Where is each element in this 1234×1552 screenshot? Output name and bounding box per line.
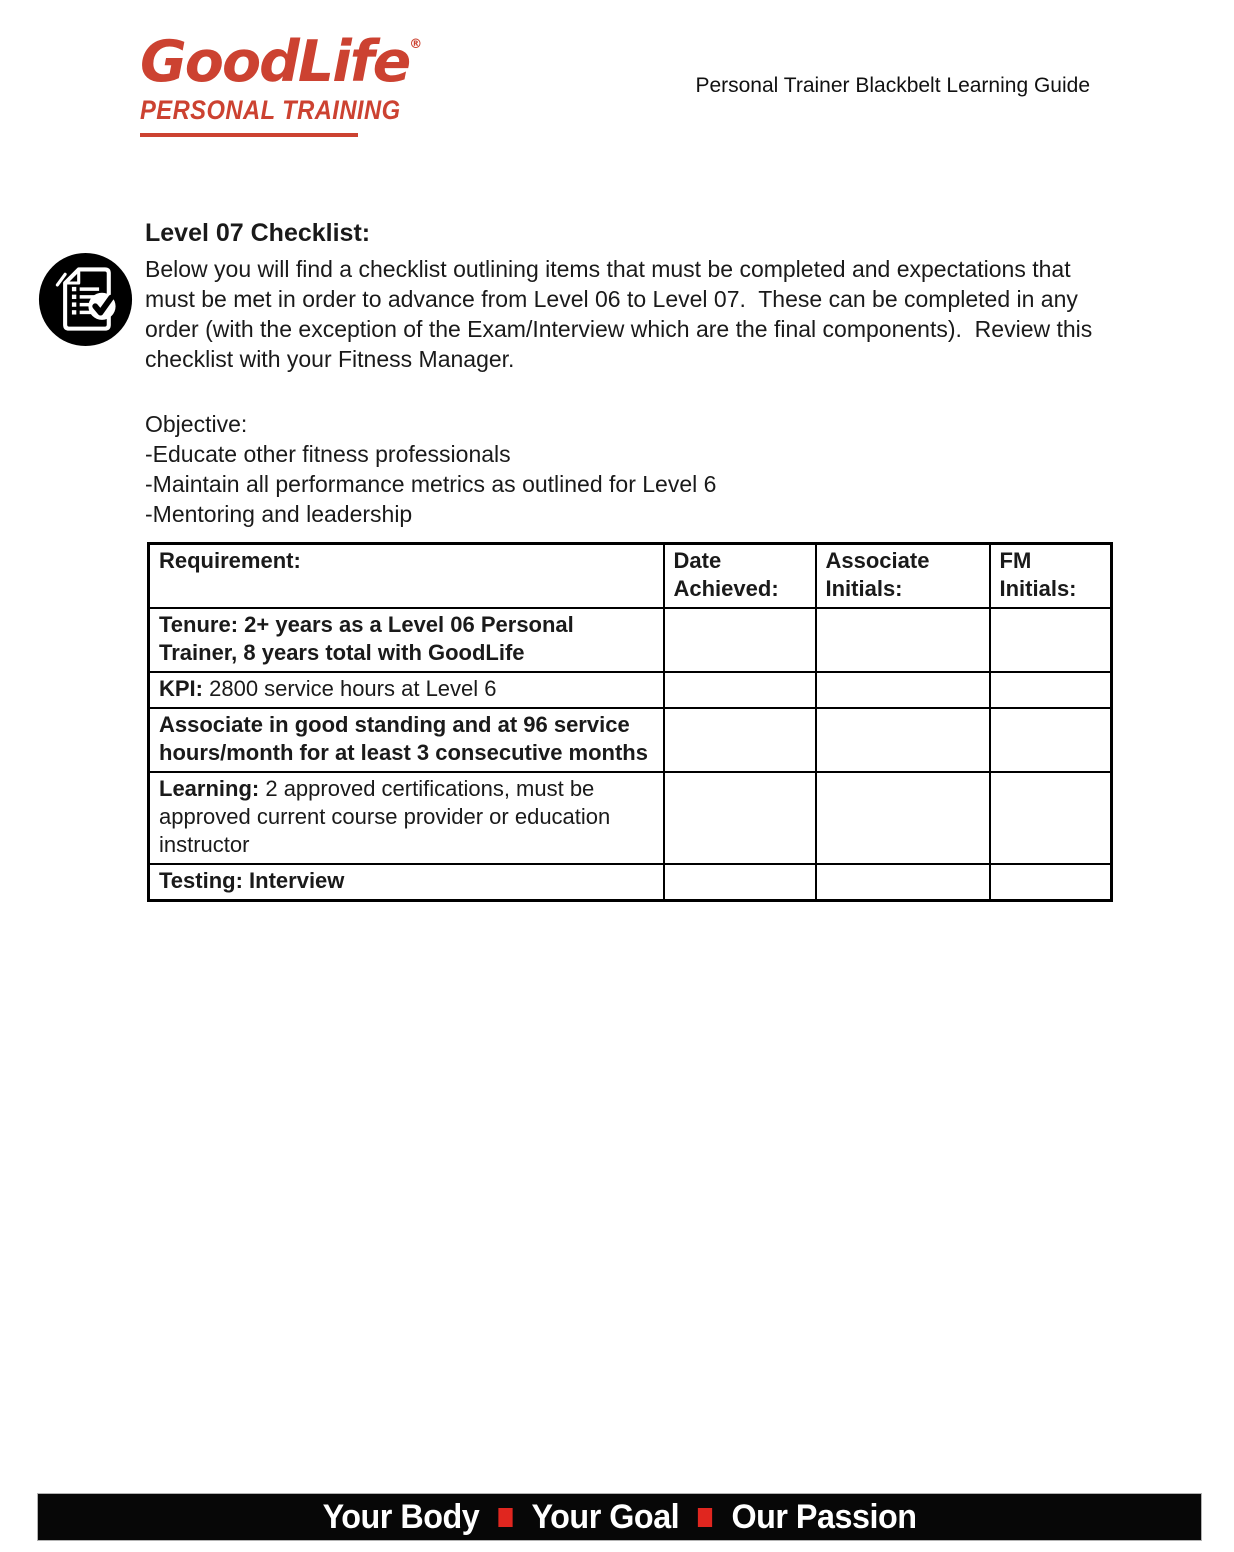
table-header-row <box>149 544 1112 609</box>
requirement-text: Tenure: 2+ years as a Level 06 Personal Trainer, 8 years total with GoodLife <box>159 612 574 665</box>
date-achieved-cell <box>664 772 816 864</box>
requirement-cell <box>149 672 664 708</box>
logo-underline <box>140 133 358 137</box>
requirement-cell <box>149 708 664 772</box>
requirement-text: KPI: <box>159 676 203 701</box>
table-row <box>149 672 1112 708</box>
intro-paragraph: Below you will find a checklist outlining items that must be completed and expectations that must be met in order to advance from Level 06 to Level 07. These can be completed in any order (with the exception of the Exam/Interview which are the final components). Review this checklist with your Fitness Manager. <box>145 256 1099 372</box>
registered-trademark-icon: ® <box>409 37 423 52</box>
requirements-table <box>147 542 1113 902</box>
table-row <box>149 608 1112 672</box>
document-title: Personal Trainer Blackbelt Learning Guide <box>695 74 1090 97</box>
associate-initials-cell <box>816 864 990 901</box>
requirement-text: Testing: Interview <box>159 868 345 893</box>
main-content <box>145 217 1099 902</box>
footer-phrase: Our Passion <box>731 1497 917 1536</box>
requirement-text: Associate in good standing and at 96 service hours/month for at least 3 consecutive months <box>159 712 648 765</box>
footer-phrase: Your Body <box>322 1497 480 1536</box>
fm-initials-cell <box>990 672 1112 708</box>
associate-initials-cell <box>816 608 990 672</box>
fm-initials-cell <box>990 864 1112 901</box>
table-row <box>149 708 1112 772</box>
objective-label: Objective: <box>145 411 248 437</box>
red-square-separator <box>498 1508 512 1527</box>
requirement-cell <box>149 864 664 901</box>
header-date-achieved: Date Achieved: <box>664 544 816 609</box>
requirement-cell <box>149 772 664 864</box>
associate-initials-cell <box>816 672 990 708</box>
section-heading: Level 07 Checklist: <box>145 219 371 247</box>
table-row <box>149 864 1112 901</box>
requirement-cell <box>149 608 664 672</box>
objective-item: -Maintain all performance metrics as outlined for Level 6 <box>145 471 717 497</box>
logo-subtitle: PERSONAL TRAINING <box>140 95 401 125</box>
requirement-text: Learning: <box>159 776 260 801</box>
document-checklist-icon <box>37 251 134 348</box>
brand-text: GoodLife <box>140 29 410 95</box>
header-associate-initials: Associate Initials: <box>816 544 990 609</box>
date-achieved-cell <box>664 864 816 901</box>
fm-initials-cell <box>990 708 1112 772</box>
objective-item: -Mentoring and leadership <box>145 501 413 527</box>
objective-item: -Educate other fitness professionals <box>145 441 511 467</box>
requirement-text: 2800 service hours at Level 6 <box>203 676 497 701</box>
associate-initials-cell <box>816 708 990 772</box>
objective-list <box>145 439 1093 529</box>
footer-phrase: Your Goal <box>531 1497 680 1536</box>
footer-bar <box>37 1493 1202 1541</box>
date-achieved-cell <box>664 708 816 772</box>
footer-tagline <box>323 1498 917 1537</box>
goodlife-logo <box>140 29 423 137</box>
red-square-separator <box>698 1508 712 1527</box>
date-achieved-cell <box>664 672 816 708</box>
header-requirement: Requirement: <box>149 544 664 609</box>
date-achieved-cell <box>664 608 816 672</box>
table-row <box>149 772 1112 864</box>
requirements-table-body <box>149 608 1112 901</box>
associate-initials-cell <box>816 772 990 864</box>
goodlife-wordmark <box>140 29 423 95</box>
requirement-text: 2 approved certifications, must be approved current course provider or education instructor <box>159 776 611 857</box>
header-fm-initials: FM Initials: <box>990 544 1112 609</box>
fm-initials-cell <box>990 772 1112 864</box>
fm-initials-cell <box>990 608 1112 672</box>
